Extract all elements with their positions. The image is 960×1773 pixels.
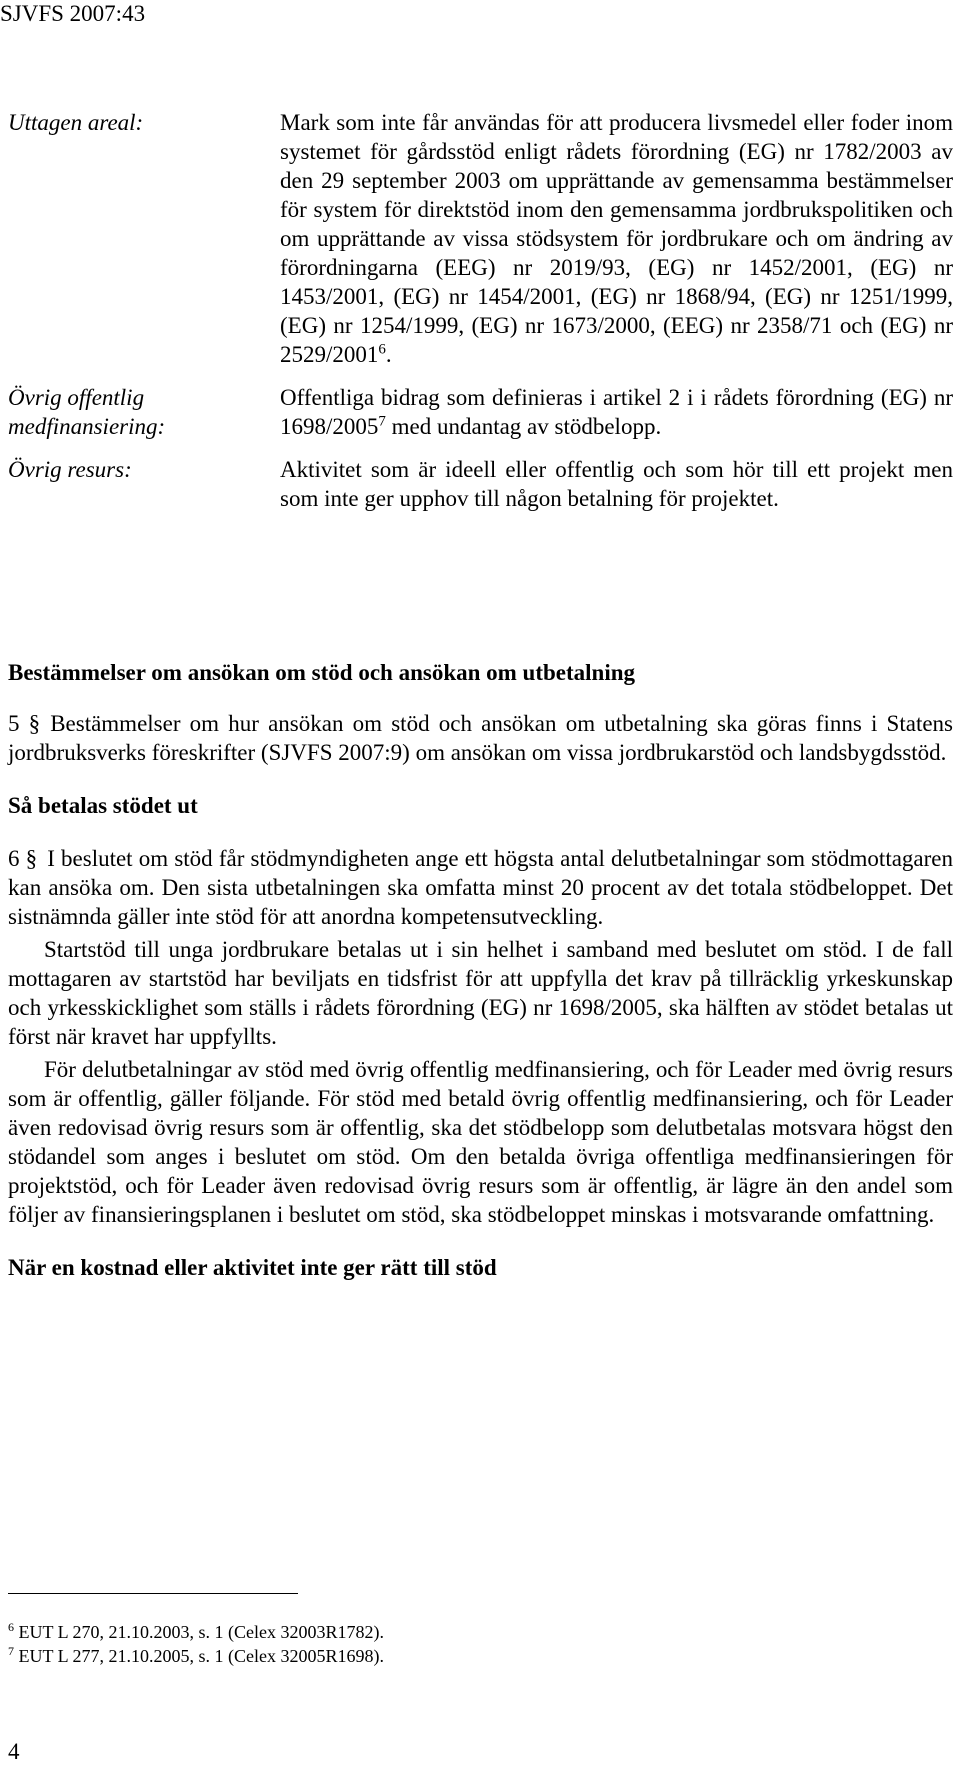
footnotes <box>8 1620 384 1668</box>
footnote-text: EUT L 277, 21.10.2005, s. 1 (Celex 32005R1698). <box>18 1646 384 1666</box>
section-number: 6 § <box>8 846 38 871</box>
paragraph-delutbetalningar: För delutbetalningar av stöd med övrig offentlig medfinansiering, och för Leader med övrig resurs som är offentlig, gäller följande. För stöd med betald övrig offentlig medfinansiering, och för Leader även redovisad övrig resurs som är offentlig, ska det stödbelopp som delutbetalas motsvara högst den stödandel som anges i beslutet om stöd. Om den betalda övriga offentliga medfinansieringen för projektstöd, och för Leader även redovisad övrig resurs som är offentlig, är lägre än den andel som följer av finansieringsplanen i beslutet om stöd, ska stödbeloppet minskas i motsvarande omfattning. <box>8 1057 953 1227</box>
definition-row <box>8 383 953 441</box>
definition-text: Aktivitet som är ideell eller offentlig och som hör till ett projekt men som inte ger upphov till någon betalning för projektet. <box>280 457 953 511</box>
document-header: SJVFS 2007:43 <box>0 1 146 26</box>
definition-term: Uttagen areal: <box>8 110 144 135</box>
definition-term: Övrig resurs: <box>8 457 132 482</box>
paragraph-6 <box>8 844 953 931</box>
paragraph-startstod: Startstöd till unga jordbrukare betalas ut i sin helhet i samband med beslutet om stöd. I de fall mottagaren av startstöd har beviljats en tidsfrist för att uppfylla det krav på tillräcklig yrkeskunskap och yrkesskicklighet som ställs i rådets förordning (EG) nr 1698/2005, ska hälften av stödet betalas ut först när kravet har uppfyllts. <box>8 937 953 1049</box>
paragraph-text: I beslutet om stöd får stödmyndigheten ange ett högsta antal delutbetalningar som stödmottagaren kan ansöka om. Den sista utbetalningen ska omfatta minst 20 procent av det totala stödbeloppet. Det sistnämnda gäller inte stöd för att anordna kompetensutveckling. <box>8 846 953 929</box>
footnote-divider <box>8 1593 298 1594</box>
section-heading: Så betalas stödet ut <box>8 793 198 818</box>
definitions-list <box>8 108 953 527</box>
definition-row <box>8 108 953 369</box>
section-heading: När en kostnad eller aktivitet inte ger rätt till stöd <box>8 1255 497 1280</box>
footnote <box>8 1620 384 1644</box>
footnote-number: 6 <box>8 1620 14 1634</box>
paragraph-5 <box>8 709 953 767</box>
footnote-text: EUT L 270, 21.10.2003, s. 1 (Celex 32003R1782). <box>18 1622 384 1642</box>
definition-body <box>280 383 953 441</box>
section-number: 5 § <box>8 711 41 736</box>
definition-body <box>280 108 953 369</box>
definition-row <box>8 455 953 513</box>
section-heading: Bestämmelser om ansökan om stöd och ansökan om utbetalning <box>8 660 636 685</box>
footnote-ref: 7 <box>378 413 386 430</box>
definition-body <box>280 455 953 513</box>
definition-term: Övrig offentlig medfinansiering: <box>8 385 166 439</box>
main-content <box>8 658 953 1282</box>
footnote <box>8 1644 384 1668</box>
footnote-number: 7 <box>8 1644 14 1658</box>
footnote-ref: 6 <box>378 341 386 358</box>
definition-text: Offentliga bidrag som definieras i artikel 2 i i rådets förordning (EG) nr 1698/2005 <box>280 385 953 439</box>
definition-text-after: med undantag av stödbelopp. <box>385 414 662 439</box>
page-number: 4 <box>8 1739 20 1764</box>
definition-text-after: . <box>385 342 392 367</box>
paragraph-text: Bestämmelser om hur ansökan om stöd och ansökan om utbetalning ska göras finns i Statens jordbruksverks föreskrifter (SJVFS 2007:9) om ansökan om vissa jordbrukarstöd och landsbygdsstöd. <box>8 711 953 765</box>
definition-text: Mark som inte får användas för att producera livsmedel eller foder inom systemet för gårdsstöd enligt rådets förordning (EG) nr 1782/2003 av den 29 september 2003 om upprättande av gemensamma bestämmelser för system för direktstöd inom den gemensamma jordbrukspolitiken och om upprättande av vissa stödsystem för jordbrukare och om ändring av förordningarna (EEG) nr 2019/93, (EG) nr 1452/2001, (EG) nr 1453/2001, (EG) nr 1454/2001, (EG) nr 1868/94, (EG) nr 1251/1999, (EG) nr 1254/1999, (EG) nr 1673/2000, (EEG) nr 2358/71 och (EG) nr 2529/2001 <box>280 110 953 367</box>
